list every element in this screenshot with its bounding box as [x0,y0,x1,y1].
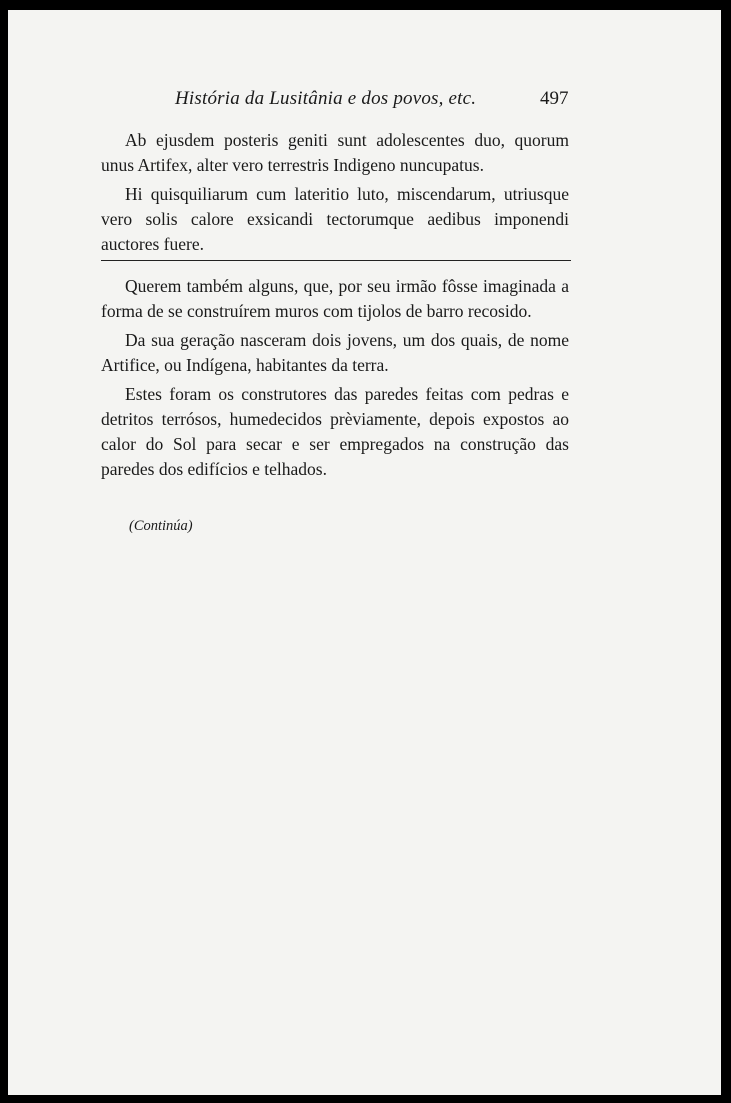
portuguese-text-block [101,274,569,486]
latin-paragraph-1: Ab ejusdem posteris geniti sunt adolescentes duo, quorum unus Artifex, alter vero terrestris Indigeno nuncupatus. [101,130,569,175]
section-divider [101,260,571,261]
portuguese-paragraph-3: Estes foram os construtores das paredes feitas com pedras e detritos terrósos, humedecidos prèviamente, depois expostos ao calor do Sol para secar e ser empregados na construção das paredes dos edifícios e telhados. [101,384,569,479]
page-number: 497 [540,88,569,109]
running-head [8,88,721,118]
continued-note: (Continúa) [129,518,193,534]
latin-text-block [101,128,569,261]
latin-paragraph-2: Hi quisquiliarum cum lateritio luto, miscendarum, utriusque vero solis calore exsicandi tectorumque aedibus imponendi auctores fuere. [101,184,569,254]
running-title: História da Lusitânia e dos povos, etc. [175,88,477,109]
book-page [8,10,721,1095]
portuguese-paragraph-2: Da sua geração nasceram dois jovens, um dos quais, de nome Artifice, ou Indígena, habitantes da terra. [101,330,569,375]
portuguese-paragraph-1: Querem também alguns, que, por seu irmão fôsse imaginada a forma de se construírem muros com tijolos de barro recosido. [101,276,569,321]
